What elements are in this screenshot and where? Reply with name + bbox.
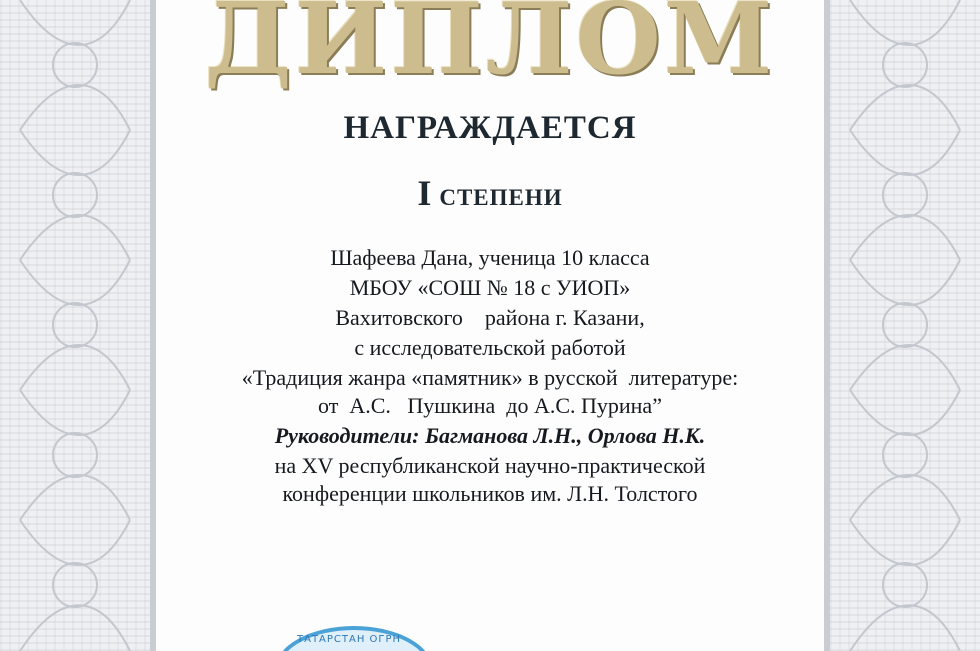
event-line-2: конференции школьников им. Л.Н. Толстого	[282, 481, 698, 506]
work-title-line-1: «Традиция жанра «памятник» в русской литературе:	[241, 365, 739, 390]
diploma-title: ДИПЛОМ	[204, 0, 776, 97]
work-intro-line: с исследовательской работой	[354, 335, 626, 360]
award-heading: НАГРАЖДАЕТСЯ	[343, 110, 637, 146]
degree-word: СТЕПЕНИ	[439, 185, 563, 210]
degree-number: I	[417, 173, 432, 213]
stamp-text: ТАТАРСТАН ОГРН	[297, 634, 402, 645]
work-title-line-2: от А.С. Пушкина до А.С. Пурина”	[318, 393, 662, 418]
district-line: Вахитовского района г. Казани,	[335, 305, 645, 330]
event-line-1: на XV республиканской научно-практической	[274, 453, 706, 478]
recipient-line: Шафеева Дана, ученица 10 класса	[330, 245, 650, 270]
school-line: МБОУ «СОШ № 18 с УИОП»	[349, 275, 631, 300]
supervisors-line: Руководители: Багманова Л.Н., Орлова Н.К.	[274, 423, 706, 448]
degree-label	[0, 172, 980, 214]
